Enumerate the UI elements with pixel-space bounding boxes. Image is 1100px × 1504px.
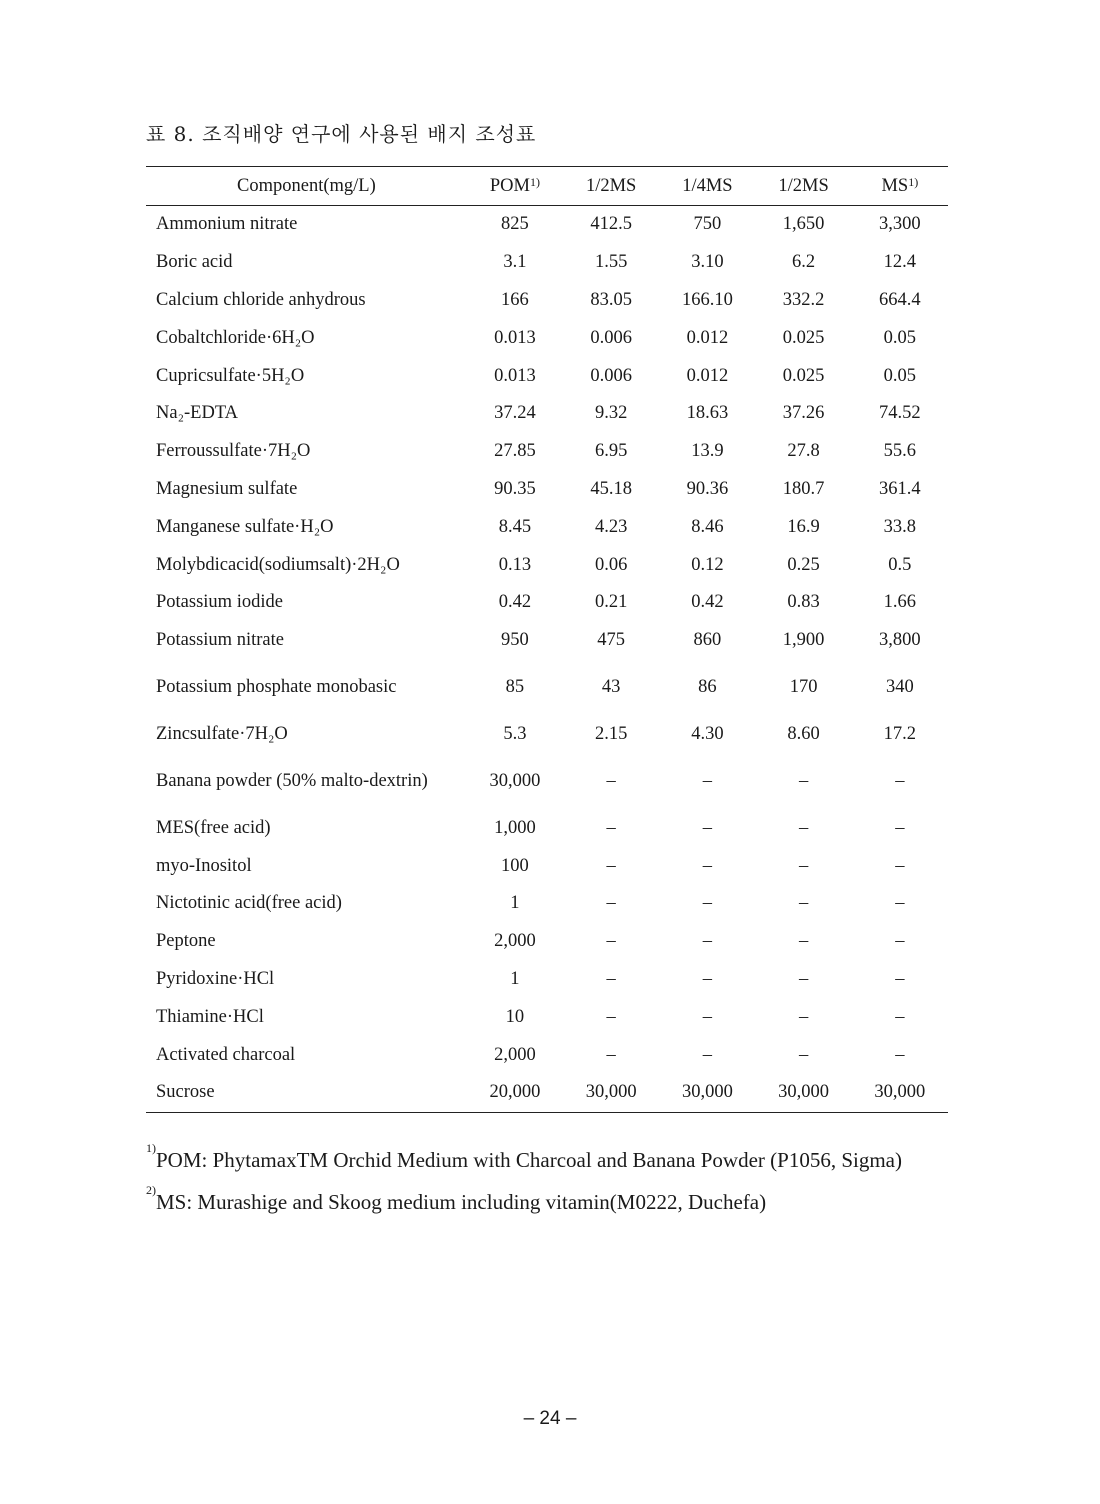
component-name: Pyridoxine·HCl bbox=[156, 968, 275, 989]
table-row bbox=[146, 357, 948, 395]
value-half-ms-b: – bbox=[798, 770, 809, 791]
component-name: Thiamine·HCl bbox=[156, 1006, 264, 1027]
value-ms: – bbox=[895, 855, 905, 876]
table-body bbox=[146, 206, 948, 1113]
value-ms: 17.2 bbox=[883, 723, 917, 744]
table-row bbox=[146, 753, 948, 809]
value-ms: 361.4 bbox=[879, 478, 921, 499]
value-half-ms-b: 0.025 bbox=[782, 327, 825, 348]
value-quarter-ms: 86 bbox=[698, 677, 717, 698]
value-half-ms-a: 4.23 bbox=[594, 516, 628, 537]
component-name: Sucrose bbox=[156, 1082, 215, 1103]
component-name: Potassium nitrate bbox=[156, 630, 284, 651]
value-half-ms-a: 0.06 bbox=[594, 554, 628, 575]
value-half-ms-b: 0.83 bbox=[787, 592, 820, 613]
table-caption: 표 8. 조직배양 연구에 사용된 배지 조성표 bbox=[146, 122, 537, 146]
value-half-ms-a: 0.006 bbox=[590, 327, 632, 348]
value-quarter-ms: 13.9 bbox=[691, 441, 724, 462]
component-name: Ferroussulfate·7H₂O bbox=[156, 441, 311, 462]
table-row bbox=[146, 395, 948, 433]
value-quarter-ms: 0.12 bbox=[691, 554, 724, 575]
table-row bbox=[146, 319, 948, 357]
value-pom: 2,000 bbox=[494, 1044, 536, 1065]
footnote-1 bbox=[146, 1142, 954, 1178]
value-half-ms-a: – bbox=[606, 1006, 616, 1027]
component-name: Manganese sulfate·H₂O bbox=[156, 516, 334, 537]
header-half-ms-a: 1/2MS bbox=[585, 175, 637, 196]
value-half-ms-b: 0.25 bbox=[787, 554, 820, 575]
value-half-ms-a: – bbox=[606, 1044, 616, 1065]
value-pom: 90.35 bbox=[494, 478, 536, 499]
value-ms: – bbox=[895, 1044, 905, 1065]
value-ms: 1.66 bbox=[883, 592, 917, 613]
value-half-ms-b: 30,000 bbox=[778, 1082, 830, 1103]
header-ms-label: MS bbox=[881, 175, 909, 196]
value-quarter-ms: – bbox=[702, 855, 712, 876]
value-half-ms-a: – bbox=[606, 968, 616, 989]
value-pom: 10 bbox=[505, 1006, 525, 1027]
value-half-ms-b: 16.9 bbox=[787, 516, 820, 537]
component-name: Na₂-EDTA bbox=[156, 403, 239, 424]
value-half-ms-b: 8.60 bbox=[787, 723, 820, 744]
table-row bbox=[146, 809, 948, 847]
footnote-2-text: MS: Murashige and Skoog medium including vitamin(M0222, Duchefa) bbox=[156, 1190, 767, 1214]
component-name: Banana powder (50% malto-dextrin) bbox=[156, 770, 428, 791]
component-name: Potassium phosphate monobasic bbox=[156, 677, 397, 698]
component-name: Calcium chloride anhydrous bbox=[156, 289, 366, 310]
value-pom: 166 bbox=[501, 289, 529, 310]
component-name: myo-Inositol bbox=[156, 855, 252, 876]
value-half-ms-b: 170 bbox=[789, 677, 818, 698]
table-row bbox=[146, 282, 948, 320]
footnote-1-mark: 1) bbox=[146, 1141, 156, 1155]
header-pom-label: POM bbox=[489, 175, 530, 196]
value-pom: 950 bbox=[501, 630, 529, 651]
value-pom: 85 bbox=[505, 677, 525, 698]
value-pom: 2,000 bbox=[494, 931, 536, 952]
table-row bbox=[146, 961, 948, 999]
value-half-ms-a: 0.21 bbox=[594, 592, 628, 613]
value-half-ms-b: 0.025 bbox=[782, 365, 825, 386]
table-row bbox=[146, 244, 948, 282]
value-quarter-ms: 0.012 bbox=[686, 327, 729, 348]
header-half-ms-b: 1/2MS bbox=[778, 175, 829, 196]
component-name: Peptone bbox=[156, 931, 216, 952]
component-name: Zincsulfate·7H₂O bbox=[156, 723, 288, 744]
value-pom: 0.13 bbox=[498, 554, 532, 575]
value-quarter-ms: 750 bbox=[693, 214, 722, 235]
value-quarter-ms: 0.42 bbox=[691, 592, 724, 613]
table-row bbox=[146, 546, 948, 584]
value-half-ms-b: – bbox=[798, 893, 809, 914]
value-ms: 0.5 bbox=[888, 554, 912, 575]
value-quarter-ms: 18.63 bbox=[686, 403, 729, 424]
value-quarter-ms: 4.30 bbox=[691, 723, 724, 744]
value-quarter-ms: 3.10 bbox=[691, 252, 724, 273]
value-pom: 100 bbox=[501, 855, 529, 876]
value-quarter-ms: – bbox=[702, 931, 712, 952]
header-row bbox=[146, 167, 948, 206]
value-half-ms-b: – bbox=[798, 968, 809, 989]
value-half-ms-b: 37.26 bbox=[782, 403, 825, 424]
value-quarter-ms: – bbox=[702, 968, 712, 989]
value-pom: 0.013 bbox=[494, 327, 536, 348]
value-ms: – bbox=[895, 893, 905, 914]
component-name: Ammonium nitrate bbox=[156, 214, 298, 235]
value-ms: – bbox=[895, 968, 905, 989]
value-half-ms-a: – bbox=[606, 931, 616, 952]
table-row bbox=[146, 508, 948, 546]
value-quarter-ms: 90.36 bbox=[686, 478, 729, 499]
value-half-ms-a: – bbox=[606, 893, 616, 914]
value-ms: 664.4 bbox=[879, 289, 921, 310]
value-half-ms-a: 0.006 bbox=[590, 365, 632, 386]
value-half-ms-b: 6.2 bbox=[792, 252, 816, 273]
footnote-2 bbox=[146, 1184, 954, 1220]
value-ms: – bbox=[895, 817, 905, 838]
table-row bbox=[146, 471, 948, 509]
value-pom: 3.1 bbox=[503, 252, 527, 273]
header-ms bbox=[852, 167, 948, 206]
value-pom: 27.85 bbox=[494, 441, 536, 462]
value-ms: 3,300 bbox=[879, 214, 921, 235]
value-half-ms-b: 27.8 bbox=[787, 441, 820, 462]
header-quarter-ms: 1/4MS bbox=[682, 175, 733, 196]
value-half-ms-a: 475 bbox=[597, 630, 626, 651]
component-name: MES(free acid) bbox=[156, 817, 271, 838]
value-ms: 0.05 bbox=[883, 365, 917, 386]
component-name: Boric acid bbox=[156, 252, 233, 273]
value-pom: 30,000 bbox=[489, 770, 541, 791]
value-half-ms-a: 30,000 bbox=[585, 1082, 637, 1103]
table-row bbox=[146, 622, 948, 660]
value-ms: 340 bbox=[885, 677, 914, 698]
table-row bbox=[146, 660, 948, 716]
value-ms: 3,800 bbox=[879, 630, 921, 651]
value-half-ms-a: 9.32 bbox=[594, 403, 628, 424]
component-name: Cupricsulfate·5H₂O bbox=[156, 365, 305, 386]
value-ms: 0.05 bbox=[883, 327, 917, 348]
value-ms: – bbox=[895, 1006, 905, 1027]
component-name: Activated charcoal bbox=[156, 1044, 296, 1065]
component-name: Potassium iodide bbox=[156, 592, 283, 613]
value-half-ms-a: 2.15 bbox=[594, 723, 628, 744]
table-row bbox=[146, 847, 948, 885]
value-half-ms-b: – bbox=[798, 817, 809, 838]
value-quarter-ms: – bbox=[702, 1006, 712, 1027]
value-quarter-ms: – bbox=[702, 817, 712, 838]
value-half-ms-a: 83.05 bbox=[590, 289, 632, 310]
table-row bbox=[146, 998, 948, 1036]
table-row bbox=[146, 1074, 948, 1112]
value-ms: 74.52 bbox=[879, 403, 921, 424]
header-component: Component(mg/L) bbox=[237, 175, 376, 196]
value-quarter-ms: 0.012 bbox=[686, 365, 729, 386]
table-row bbox=[146, 433, 948, 471]
value-half-ms-b: 1,650 bbox=[782, 214, 825, 235]
table-row bbox=[146, 716, 948, 754]
value-half-ms-b: 1,900 bbox=[782, 630, 825, 651]
value-half-ms-a: 6.95 bbox=[594, 441, 628, 462]
component-name: Nictotinic acid(free acid) bbox=[156, 893, 342, 914]
value-ms: 33.8 bbox=[883, 516, 917, 537]
value-pom: 825 bbox=[501, 214, 529, 235]
value-half-ms-b: 332.2 bbox=[782, 289, 825, 310]
table-row bbox=[146, 923, 948, 961]
value-half-ms-b: – bbox=[798, 1006, 809, 1027]
value-quarter-ms: – bbox=[702, 770, 712, 791]
value-pom: 8.45 bbox=[498, 516, 532, 537]
component-name: Cobaltchloride·6H₂O bbox=[156, 327, 315, 348]
value-pom: 5.3 bbox=[503, 723, 527, 744]
table-row bbox=[146, 206, 948, 244]
value-pom: 1 bbox=[510, 893, 520, 914]
value-quarter-ms: 166.10 bbox=[681, 289, 733, 310]
value-ms: 12.4 bbox=[883, 252, 917, 273]
header-pom bbox=[467, 167, 563, 206]
value-quarter-ms: 8.46 bbox=[691, 516, 724, 537]
value-half-ms-b: – bbox=[798, 855, 809, 876]
value-ms: 30,000 bbox=[874, 1082, 926, 1103]
value-half-ms-a: – bbox=[606, 770, 616, 791]
footnote-2-mark: 2) bbox=[146, 1183, 156, 1197]
value-quarter-ms: 860 bbox=[693, 630, 722, 651]
footnote-1-text: POM: PhytamaxTM Orchid Medium with Charcoal and Banana Powder (P1056, Sigma) bbox=[156, 1148, 902, 1172]
value-pom: 1 bbox=[510, 968, 520, 989]
component-name: Magnesium sulfate bbox=[156, 478, 298, 499]
table-row bbox=[146, 1036, 948, 1074]
footnotes bbox=[146, 1142, 954, 1226]
composition-table bbox=[146, 166, 948, 1113]
value-pom: 0.42 bbox=[498, 592, 532, 613]
value-ms: – bbox=[895, 931, 905, 952]
value-half-ms-b: – bbox=[798, 931, 809, 952]
page-number: – 24 – bbox=[523, 1408, 577, 1429]
value-half-ms-a: – bbox=[606, 855, 616, 876]
value-ms: 55.6 bbox=[883, 441, 917, 462]
value-pom: 1,000 bbox=[494, 817, 536, 838]
value-half-ms-a: – bbox=[606, 817, 616, 838]
component-name: Molybdicacid(sodiumsalt)·2H₂O bbox=[156, 554, 400, 575]
value-half-ms-a: 1.55 bbox=[594, 252, 628, 273]
value-ms: – bbox=[895, 770, 905, 791]
value-pom: 37.24 bbox=[494, 403, 536, 424]
value-half-ms-a: 43 bbox=[601, 677, 621, 698]
value-half-ms-a: 412.5 bbox=[590, 214, 632, 235]
value-half-ms-b: – bbox=[798, 1044, 809, 1065]
header-ms-footnote-mark: 1) bbox=[908, 174, 919, 189]
value-quarter-ms: 30,000 bbox=[681, 1082, 733, 1103]
value-pom: 20,000 bbox=[489, 1082, 541, 1103]
table-row bbox=[146, 584, 948, 622]
value-pom: 0.013 bbox=[494, 365, 536, 386]
value-half-ms-a: 45.18 bbox=[590, 478, 632, 499]
value-quarter-ms: – bbox=[702, 1044, 712, 1065]
value-half-ms-b: 180.7 bbox=[782, 478, 825, 499]
header-pom-footnote-mark: 1) bbox=[529, 174, 540, 189]
value-quarter-ms: – bbox=[702, 893, 712, 914]
table-row bbox=[146, 885, 948, 923]
